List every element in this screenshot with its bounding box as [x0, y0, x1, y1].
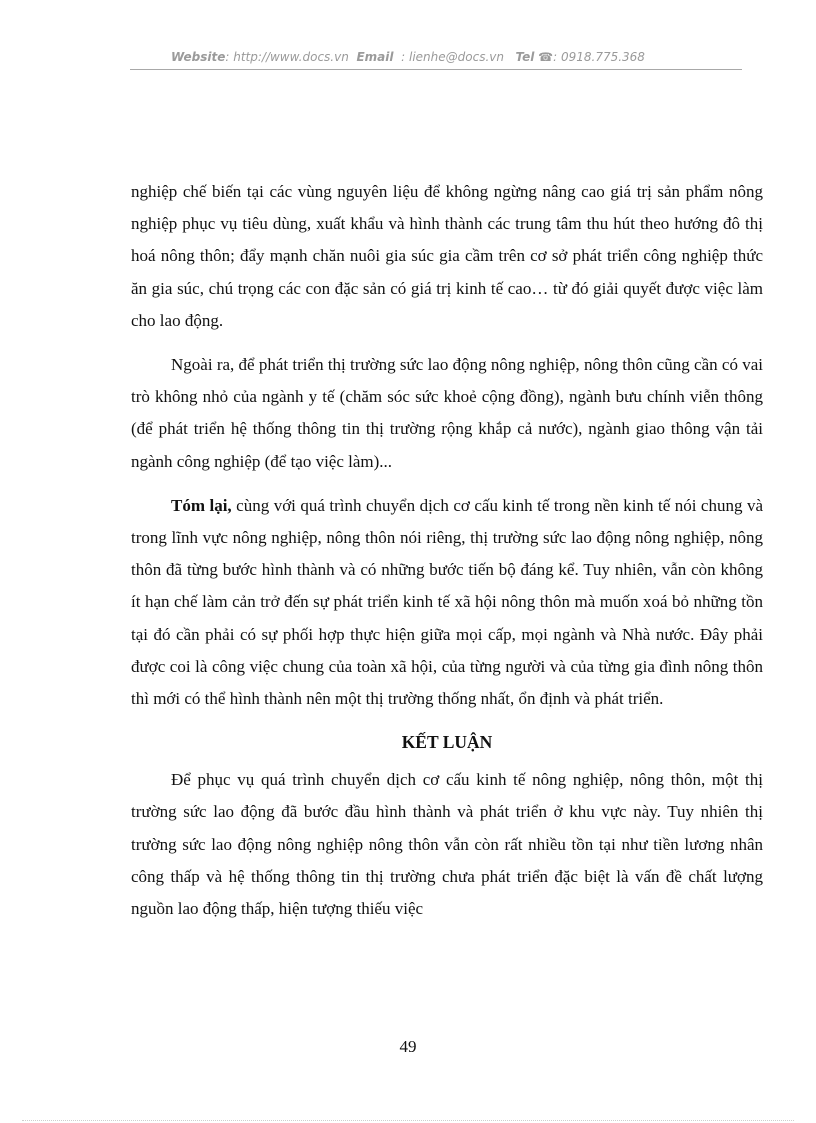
- email-value: : lienhe@docs.vn: [401, 50, 504, 64]
- website-label: Website: [171, 50, 226, 64]
- document-body: [131, 176, 763, 925]
- summary-lead: Tóm lại,: [171, 495, 232, 515]
- section-heading-conclusion: KẾT LUẬN: [401, 732, 493, 753]
- paragraph-other-sectors: Ngoài ra, để phát triển thị trường sức lao động nông nghiệp, nông thôn cũng cần có vai trò không nhỏ của ngành y tế (chăm sóc sức khoẻ cộng đồng), ngành bưu chính viễn thông (để phát triển hệ thống thông tin thị trường rộng khắp cả nước), ngành giao thông vận tải ngành công nghiệp (để tạo việc làm)...: [131, 355, 763, 471]
- summary-text: cùng với quá trình chuyển dịch cơ cấu kinh tế trong nền kinh tế nói chung và trong lĩnh vực nông nghiệp, nông thôn nói riêng, thị trường sức lao động nông nghiệp, nông thôn đã từng bước hình thành và có những bước tiến bộ đáng kể. Tuy nhiên, vẫn còn không ít hạn chế làm cản trở đến sự phát triển kinh tế xã hội nông thôn mà muốn xoá bỏ những tồn tại đó cần phải có sự phối hợp thực hiện giữa mọi cấp, mọi ngành và Nhà nước. Đây phải được coi là công việc chung của toàn xã hội, của từng người và của từng gia đình nông thôn thì mới có thể hình thành nên một thị trường thống nhất, ổn định và phát triển.: [131, 495, 764, 709]
- website-value: : http://www.docs.vn: [225, 50, 349, 64]
- paragraph-conclusion: Để phục vụ quá trình chuyển dịch cơ cấu kinh tế nông nghiệp, nông thôn, một thị trường sức lao động đã bước đầu hình thành và phát triển ở khu vực này. Tuy nhiên thị trường sức lao động nông nghiệp nông thôn vẫn còn rất nhiều tồn tại như tiền lương nhân công thấp và hệ thống thông tin thị trường chưa phát triển đặc biệt là vấn đề chất lượng nguồn lao động thấp, hiện tượng thiếu việc: [131, 770, 763, 919]
- phone-icon: ☎: [538, 50, 554, 64]
- tel-value: : 0918.775.368: [553, 50, 645, 64]
- page-number: 49: [399, 1037, 417, 1056]
- paragraph-continuation: nghiệp chế biến tại các vùng nguyên liệu để không ngừng nâng cao giá trị sản phẩm nông nghiệp phục vụ tiêu dùng, xuất khẩu và hình thành các trung tâm thu hút theo hướng đô thị hoá nông thôn; đẩy mạnh chăn nuôi gia súc gia cầm trên cơ sở phát triển công nghiệp thức ăn gia súc, chú trọng các con đặc sản có giá trị kinh tế cao… từ đó giải quyết được việc làm cho lao động.: [131, 182, 763, 330]
- page-bottom-border: [22, 1120, 794, 1121]
- page-header: [0, 50, 816, 64]
- paragraph-summary: [131, 490, 763, 715]
- email-label: Email: [356, 50, 394, 64]
- header-divider: [130, 69, 742, 70]
- tel-label: Tel: [515, 50, 535, 64]
